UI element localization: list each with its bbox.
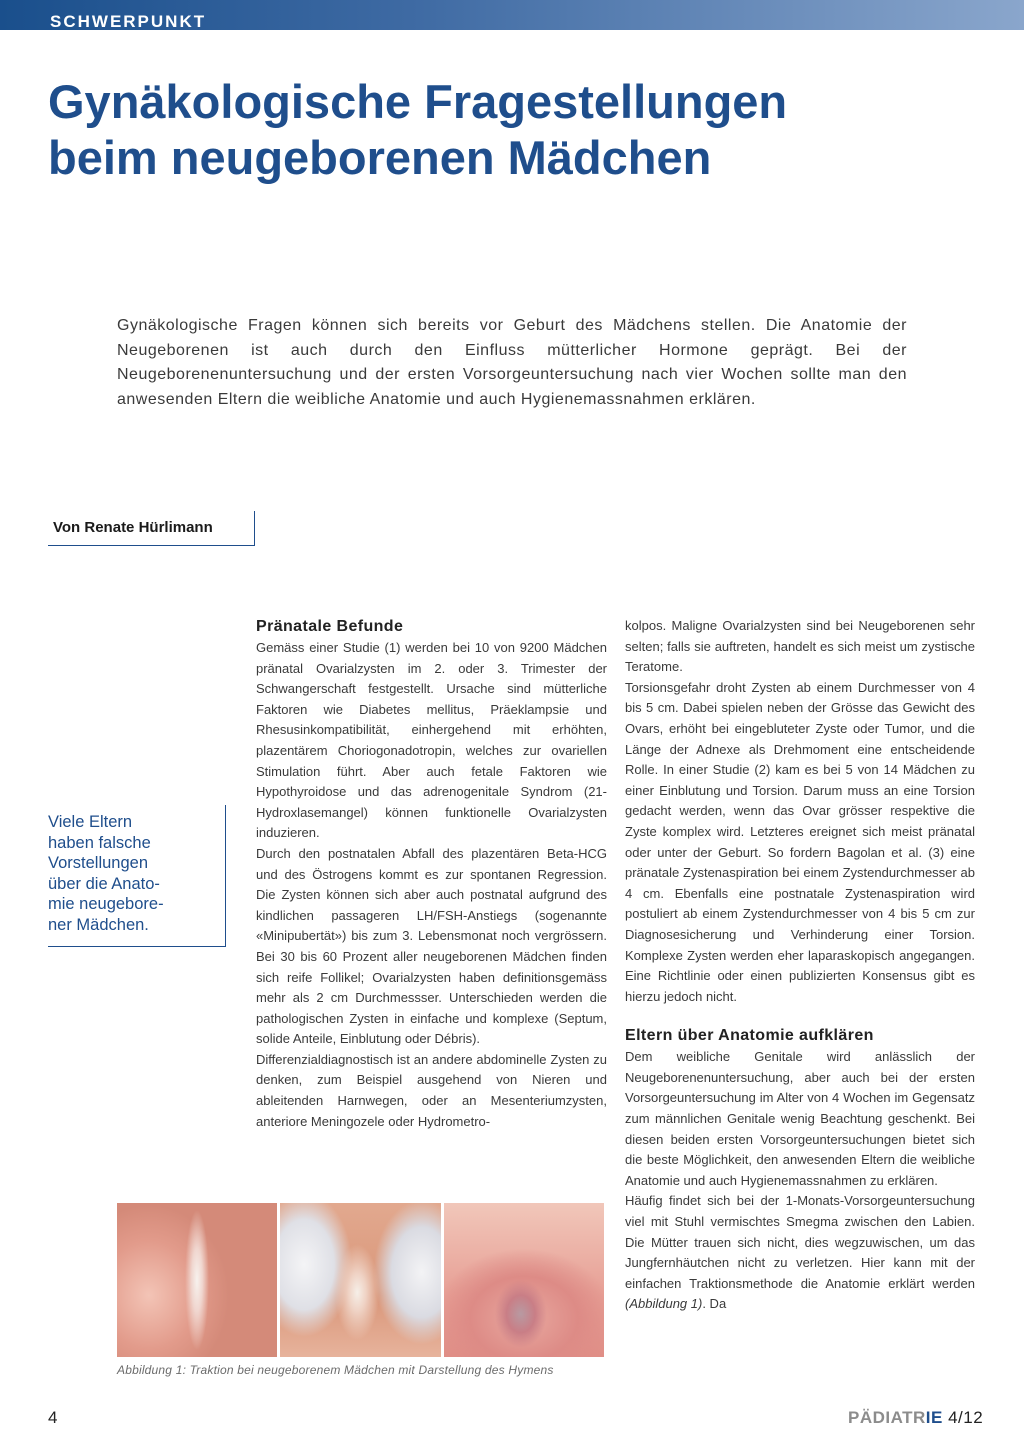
title-line-2: beim neugeborenen Mädchen (48, 131, 712, 184)
section-heading-eltern: Eltern über Anatomie aufklären (625, 1027, 874, 1045)
title-line-1: Gynäkologische Fragestellungen (48, 75, 788, 128)
body-paragraph: Gemäss einer Studie (1) werden bei 10 von 9200 Mädchen pränatal Ovarialzysten im 2. oder 3. Trimester der Schwangerschaft festgestellt. Ursache sind mütterliche Faktoren wie Diabetes mellitus, Präeklampsie und Rhesusinkompatibilität, einhergehend mit erhöhten, plazentärem Choriogonadotropin, welches zur ovariellen Stimulation führt. Aber auch fetale Faktoren wie Hypothyroidose und das adrenogenitale Syndrom (21-Hydroxlasemangel) können funktionelle Ovarialzysten induzieren. (256, 640, 607, 841)
pullquote-line: Viele Eltern (48, 813, 133, 831)
body-paragraph (625, 1191, 975, 1315)
section-label: SCHWERPUNKT (50, 12, 207, 31)
pullquote-line: Vorstellungen (48, 854, 148, 873)
pullquote (48, 812, 218, 936)
journal-logo-main: PÄDIATR (848, 1408, 926, 1427)
journal-logo-accent: IE (925, 1408, 943, 1427)
pullquote-line: ner Mädchen. (48, 915, 149, 934)
article-title (48, 74, 988, 186)
pullquote-box (48, 805, 226, 947)
author-name: Von Renate Hürlimann (53, 519, 213, 536)
page-number: 4 (48, 1408, 58, 1427)
figure-1 (117, 1203, 604, 1357)
pullquote-line: über die Anato- (48, 874, 160, 893)
section-header-bar (0, 0, 1024, 30)
journal-issue (848, 1408, 983, 1428)
pullquote-line: mie neugebore- (48, 895, 164, 914)
figure-reference: (Abbildung 1) (625, 1296, 703, 1312)
body-text: Häufig findet sich bei der 1-Monats-Vorsorgeuntersuchung viel mit Stuhl vermischtes Smegma zwischen den Labien. Die Mütter trauen sich nicht, dies wegzuwischen, um das Jungfernhäutchen nicht zu verletzen. Hier kann mit der einfachen Traktionsmethode die Anatomie erklärt werden (625, 1193, 975, 1291)
figure-caption: Abbildung 1: Traktion bei neugeborenem Mädchen mit Darstellung des Hymens (117, 1363, 554, 1377)
body-paragraph: Durch den postnatalen Abfall des plazentären Beta-HCG und des Östrogens kommt es zur spontanen Regression. Die Zysten können sich aber auch postnatal aufgrund des kindlichen passageren LH/FSH-Anstiegs (sogenannte «Minipubertät») bis zum 3. Lebensmonat noch vergrössern. Bei 30 bis 60 Prozent aller neugeborenen Mädchen finden sich reife Follikel; Ovarialzysten haben definitionsgemäss mehr als 2 cm Durchmessser. Unterschieden werden die pathologischen Zysten in einfache und komplexe (Septum, solide Anteile, Einblutung oder Débris). (256, 845, 607, 1047)
body-paragraph: kolpos. Maligne Ovarialzysten sind bei Neugeborenen sehr selten; falls sie auftreten, handelt es sich meist um zystische Teratome. (625, 618, 975, 675)
figure-photo-middle (280, 1203, 440, 1357)
body-paragraph: Torsionsgefahr droht Zysten ab einem Durchmesser von 4 bis 5 cm. Dabei spielen neben der Grösse das Gewicht des Ovars, erhöht bei eingebluteter Zyste oder Tumor, und die Länge der Adnexe als Drehmoment eine entscheidende Rolle. In einer Studie (2) kam es bei 5 von 14 Mädchen zu einer Einblutung und Torsion. Darum muss an eine Torsion gedacht werden, wenn das Ovar grösser respektive die Zyste komplex wird. Letzteres ereignet sich meist pränatal oder unter der Geburt. So fordern Bagolan et al. (3) eine pränatale Zystenaspiration bei einem Zystendurchmesser ab 4 cm. Ebenfalls eine postnatale Zystenaspiration wird postuliert ab einem Zystendurchmesser von 4 bis 5 cm zur Diagnosesicherung und Verhinderung einer Torsion. Komplexe Zysten werden eher laparaskopisch angegangen. Eine Richtlinie oder einen publizierten Konsensus gibt es hierzu jedoch nicht. (625, 679, 975, 1004)
body-paragraph: Differenzialdiagnostisch ist an andere abdominelle Zysten zu denken, zum Beispiel ausgehend von Nieren und ableitenden Harnwegen, oder an Mesenteriumzysten, anteriore Meningozele oder Hydrometro- (256, 1051, 607, 1129)
journal-logo (848, 1408, 943, 1427)
issue-number: 4/12 (942, 1408, 984, 1427)
body-column-2 (625, 616, 975, 1315)
pullquote-line: haben falsche (48, 833, 151, 852)
article-lead: Gynäkologische Fragen können sich bereits vor Geburt des Mädchens stellen. Die Anatomie der Neugeborenen ist auch durch den Einfluss mütterlicher Hormone geprägt. Bei der Neugeborenenuntersuchung und der ersten Vorsorgeuntersuchung nach vier Wochen sollte man den anwesenden Eltern die weibliche Anatomie und auch Hygienemassnahmen erklären. (117, 317, 907, 408)
body-paragraph: Dem weibliche Genitale wird anlässlich der Neugeborenenuntersuchung, aber auch bei der ersten Vorsorgeuntersuchung im Alter von 4 Wochen im Gegensatz zum männlichen Genitale wenig Beachtung geschenkt. Bei diesen beiden ersten Vorsorgeuntersuchungen bietet sich die beste Möglichkeit, den anwesenden Eltern die weibliche Anatomie und auch Hygienemassnahmen zu erklären. (625, 1049, 975, 1188)
section-heading-praenatal: Pränatale Befunde (256, 618, 404, 635)
body-text: . Da (702, 1296, 727, 1312)
figure-photo-right (444, 1203, 604, 1357)
figure-photo-left (117, 1203, 277, 1357)
body-column-1 (256, 616, 607, 1132)
author-box (48, 511, 255, 546)
section-spacer (625, 1007, 975, 1025)
